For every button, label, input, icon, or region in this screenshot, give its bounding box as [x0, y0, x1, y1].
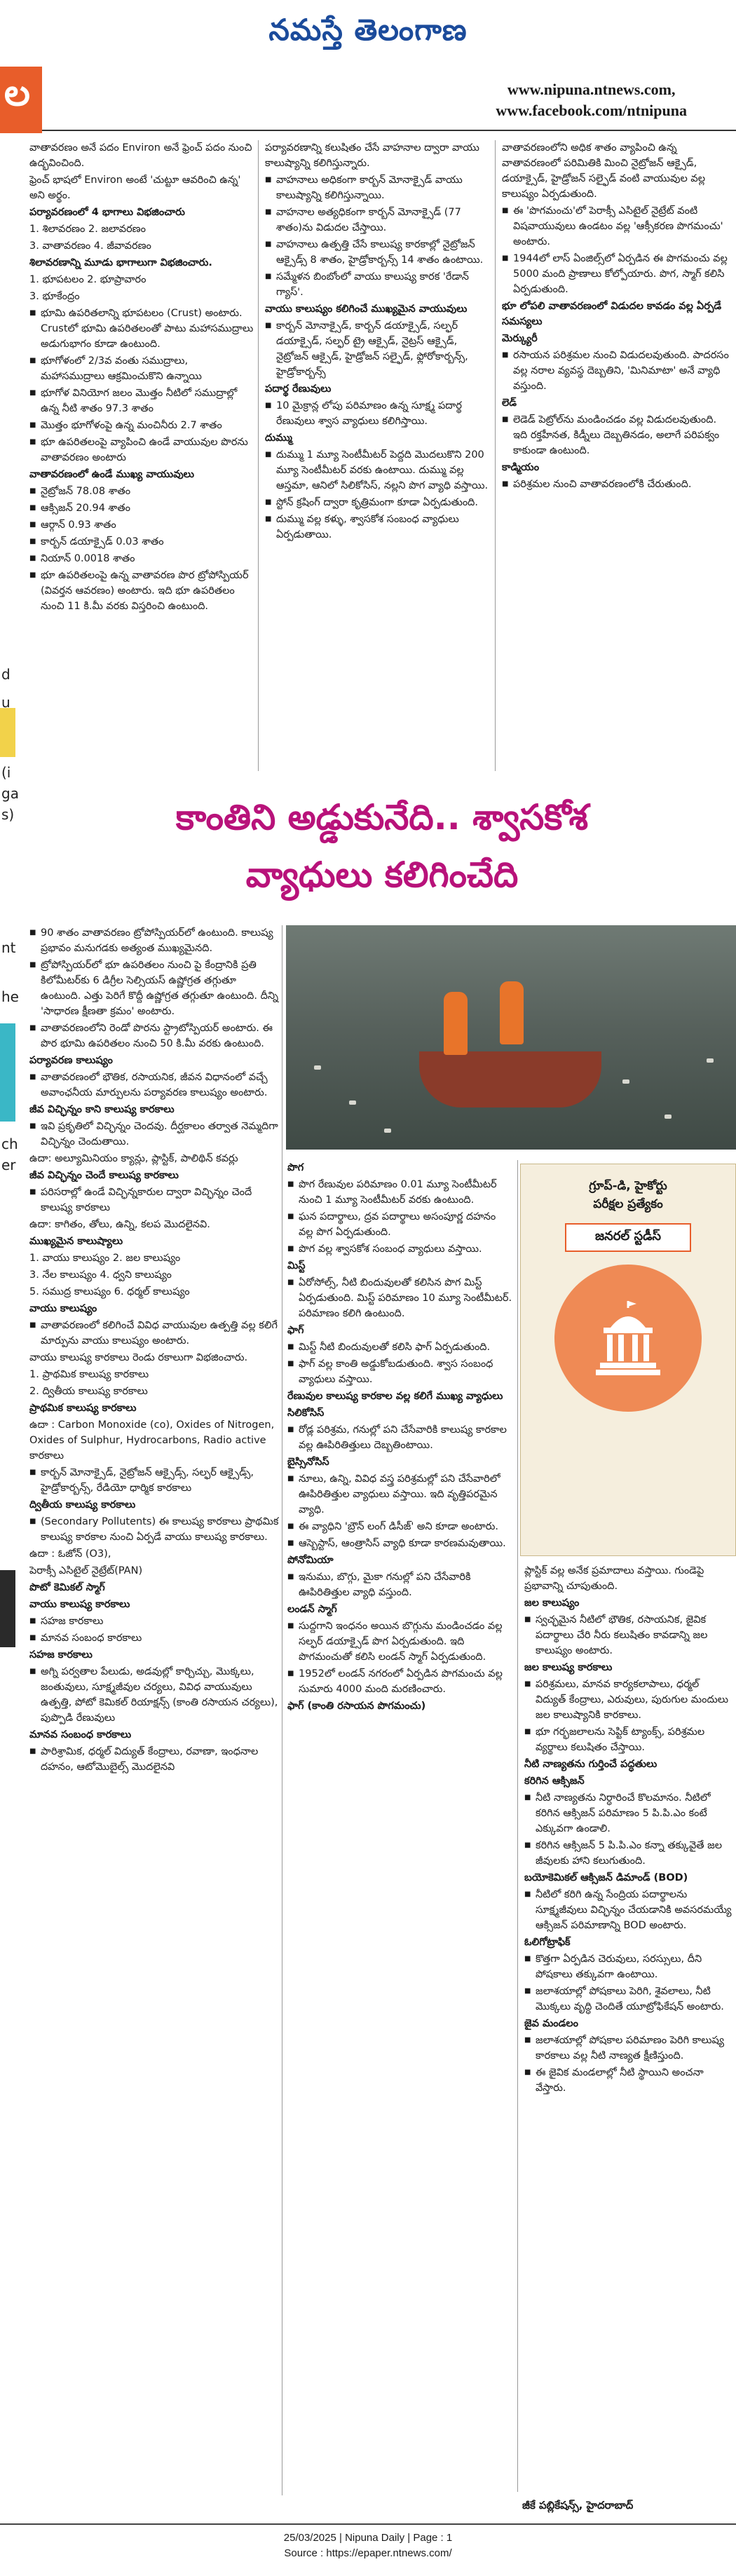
column-divider: [517, 1160, 518, 2492]
section-heading: పదార్థ రేణువులు: [265, 383, 332, 395]
paragraph: ఉదా : Carbon Monoxide (co), Oxides of Nitrogen, Oxides of Sulphur, Hydrocarbons, Radio active కారకాలు: [29, 1419, 275, 1461]
paragraph: వాయు కాలుష్య కారకాలు రెండు రకాలుగా విభజించారు.: [29, 1352, 248, 1363]
bullet-point: ■ ఈ వ్యాధిని 'బ్రౌన్ లంగ్ డిసీజ్' అని కూడా అంటారు.: [287, 1519, 513, 1534]
paragraph: 1. శిలావరణం 2. జలావరణం: [29, 224, 146, 235]
strip-fragment: u: [1, 694, 11, 711]
section-heading: ద్వితీయ కాలుష్య కారకాలు: [29, 1499, 136, 1511]
bullet-point: ■ పరిసరాల్లో ఉండే విచ్ఛిన్నకారుల ద్వారా విచ్ఛిన్నం చెందే కాలుష్య కారకాలు: [29, 1185, 279, 1215]
bullet-point: ■ నూలు, ఉన్ని, వివిధ వస్త్ర పరిశ్రమల్లో పని చేసేవారిలో ఊపిరితిత్తుల వ్యాధులు వస్తాయి. ఇది వృత్తిపరమైన వ్యాధి.: [287, 1471, 513, 1518]
adjacent-page-strip: [0, 133, 21, 2502]
bullet-point: ■ పారిశ్రామిక, ధర్మల్ విద్యుత్ కేంద్రాలు, రవాణా, ఇంధనాల దహనం, ఆటోమొబైల్స్ మొదలైనవి: [29, 1744, 279, 1775]
bullet-point: ■ ఈ జైవిక మండలాల్లో నీటి స్థాయిని అంచనా వేస్తారు.: [524, 2065, 732, 2096]
section-heading: ప్రాథమిక కాలుష్య కారకాలు: [29, 1403, 137, 1414]
bullet-point: ■ 1952లో లండన్ నగరంలో ఏర్పడిన పొగమంచు వల్ల సుమారు 4000 మంది మరణించారు.: [287, 1666, 513, 1697]
bullet-point: ■ ఇనుము, బొగ్గు, మైకా గనుల్లో పని చేసేవారికి ఊపిరితిత్తుల వ్యాధి వస్తుంది.: [287, 1569, 513, 1600]
bullet-point: ■ సుద్దగాని ఇంధనం అయిన బొగ్గును మండించడం వల్ల సల్ఫర్ డయాక్సైడ్ పొగ ఏర్పడుతుంది. ఇది పొగమంచుతో కలిసి లండన్ స్మాగ్ ఏర్పడుతుంది.: [287, 1618, 513, 1665]
paragraph: 1. వాయు కాలుష్యం 2. జల కాలుష్యం: [29, 1253, 181, 1264]
section-heading: రేణువుల కాలుష్య కారకాల వల్ల కలిగే ముఖ్య వ్యాధులు: [287, 1391, 503, 1402]
bullet-point: ■ భూగోళంలో 2/3వ వంతు సముద్రాలు, మహాసముద్రాలు ఆక్రమించుకొని ఉన్నాయి: [29, 353, 254, 384]
bullet-point: ■ నియాన్ 0.0018 శాతం: [29, 551, 254, 566]
bullet-point: ■ మొత్తం భూగోళంపై ఉన్న మంచినీరు 2.7 శాతం: [29, 418, 254, 433]
section-heading: పోనోమియా: [287, 1555, 334, 1566]
worker-figure: [444, 992, 468, 1055]
section-heading: బయోకెమికల్ ఆక్సిజన్ డిమాండ్ (BOD): [524, 1872, 688, 1883]
upper-column-1: [29, 140, 254, 771]
paragraph: 3. భూకేంద్రం: [29, 291, 80, 302]
section-heading: దుమ్ము: [265, 432, 293, 444]
section-heading: పొటో కెమికల్ స్మాగ్: [29, 1582, 105, 1593]
debris-shape: [622, 1079, 629, 1084]
section-heading: మిస్ట్: [287, 1260, 306, 1272]
section-heading: కాడ్మియం: [502, 462, 540, 473]
section-heading: జీవ విచ్ఛిన్నం చెందే కాలుష్య కారకాలు: [29, 1170, 179, 1181]
bullet-point: ■ స్వచ్ఛమైన నీటిలో భౌతిక, రసాయనిక, జైవిక పదార్థాలు చేరి నీరు కలుషితం కావడాన్ని జల కాలుష్యం అంటారు.: [524, 1612, 732, 1658]
paragraph: 1. భూపటలం 2. భూప్రావారం: [29, 274, 146, 285]
bullet-point: ■ నైట్రోజన్ 78.08 శాతం: [29, 484, 254, 499]
footer: [0, 2530, 736, 2561]
bullet-point: ■ కార్బన్ మోనాక్సైడ్, నైట్రోజన్ ఆక్సైడ్స్, సల్ఫర్ ఆక్సైడ్స్, హైడ్రోకార్బన్స్, రేడియో ధార్మిక కారకాలు: [29, 1465, 279, 1496]
bullet-point: ■ పొగ రేణువుల పరిమాణం 0.01 మ్యూ సెంటీమీటర్ నుంచి 1 మ్యూ సెంటీమీటర్ వరకు ఉంటుంది.: [287, 1177, 513, 1208]
section-heading: జల కాలుష్య కారకాలు: [524, 1662, 613, 1673]
paragraph: పర్యావరణాన్ని కలుషితం చేసే వాహనాల ద్వారా వాయు కాలుష్యాన్ని కలిగిస్తున్నారు.: [265, 142, 479, 169]
section-heading: పొగ: [287, 1162, 304, 1173]
paragraph: 3. నేల కాలుష్యం 4. ధ్వని కాలుష్యం: [29, 1269, 172, 1281]
courthouse-icon: [593, 1300, 663, 1377]
section-heading: పర్యావరణ కాలుష్యం: [29, 1055, 113, 1066]
strip-band-dark: [0, 1570, 15, 1647]
section-heading: ఫాగ్ (కాంతి రసాయన పొగమంచు): [287, 1701, 426, 1712]
section-heading: మానవ సంబంధ కారకాలు: [29, 1729, 132, 1740]
bullet-point: ■ 90 శాతం వాతావరణం ట్రోపోస్పియర్‌లో ఉంటుంది. కాలుష్య ప్రభావం మనుగడకు అత్యంత ముఖ్యమైనది.: [29, 925, 279, 956]
bullet-point: ■ భూగోళ వినియోగ జలం మొత్తం నీటిలో సముద్రాల్లో ఉన్న నీటి శాతం 97.3 శాతం: [29, 386, 254, 416]
bullet-point: ■ ఫాగ్ వల్ల కాంతి అడ్డుకోబడుతుంది. శ్వాస సంబంధ వ్యాధులు వస్తాయి.: [287, 1356, 513, 1387]
bullet-point: ■ వాహనాలు ఉత్పత్తి చేసే కాలుష్య కారకాల్లో నైట్రోజన్ ఆక్సైడ్స్ 8 శాతం, హైడ్రోకార్బన్స్ 14 శాతం ఉంటాయి.: [265, 237, 489, 268]
contact-links: [496, 79, 687, 121]
footer-date-line: 25/03/2025 | Nipuna Daily | Page : 1: [283, 2532, 453, 2544]
section-heading: ఫాగ్: [287, 1325, 304, 1336]
section-heading: పర్యావరణంలో 4 భాగాలు విభజించారు: [29, 207, 185, 218]
section-heading: వాయు కాలుష్యం కలిగించే ముఖ్యమైన వాయువులు: [265, 304, 468, 315]
publisher-credit: జీకే పబ్లికేషన్స్, హైదరాబాద్: [522, 2499, 634, 2512]
paragraph: ఫ్రెంచ్ భాషలో Environ అంటే 'చుట్టూ ఆవరించి ఉన్న' అని అర్థం.: [29, 175, 241, 201]
strip-fragment: s): [1, 806, 15, 823]
facebook-link[interactable]: www.facebook.com/ntnipuna: [496, 102, 687, 119]
bullet-point: ■ వాహనాల అత్యధికంగా కార్బన్ మోనాక్సైడ్ (77 శాతం)ను విడుదల చేస్తాయి.: [265, 205, 489, 236]
building-emblem: [554, 1265, 702, 1412]
bullet-point: ■ రోడ్ల పరిశ్రమ, గనుల్లో పని చేసేవారికి కాలుష్య కారకాల వల్ల ఊపిరితిత్తులు దెబ్బతింటాయి.: [287, 1422, 513, 1453]
paragraph: 5. సముద్ర కాలుష్యం 6. ధర్మల్ కాలుష్యం: [29, 1286, 190, 1297]
bullet-point: ■ ఆక్సిజన్ 20.94 శాతం: [29, 500, 254, 516]
strip-fragment: ga: [1, 785, 19, 802]
bullet-point: ■ వాతావరణంలో భౌతిక, రసాయనిక, జీవన విధానంలో వచ్చే అవాంఛనీయ మార్పులను పర్యావరణ కాలుష్యం అంటారు.: [29, 1070, 279, 1100]
column-divider: [258, 140, 259, 771]
bullet-point: ■ ఏరోసోల్స్, నీటి బిందువులతో కలిసిన పొగ మిస్ట్ ఏర్పడుతుంది. మిస్ట్ పరిమాణం 10 మ్యూ సెంటీమీటర్. పరిమాణం కలిగి ఉంటుంది.: [287, 1275, 513, 1321]
strip-fragment: nt: [1, 939, 16, 956]
header-rule: [42, 130, 736, 131]
bullet-point: ■ వాతావరణంలోని రెండో పొరను స్ట్రాటోస్పియర్ అంటారు. ఈ పొర భూమి ఉపరితలం నుంచి 50 కి.మీ వరకు ఉంటుంది.: [29, 1021, 279, 1051]
bullet-point: ■ రసాయన పరిశ్రమల నుంచి విడుదలవుతుంది. పాదరసం వల్ల నరాల వ్యవస్థ దెబ్బతిని, 'మినిమాటా' అనే వ్యాధి వస్తుంది.: [502, 348, 730, 394]
bullet-point: ■ స్టోన్ క్రషింగ్ ద్వారా కృత్రిమంగా కూడా ఏర్పడుతుంది.: [265, 495, 489, 510]
strip-fragment: d: [1, 666, 11, 683]
footer-source-line[interactable]: Source : https://epaper.ntnews.com/: [284, 2547, 452, 2559]
section-heading: మెర్క్యురీ: [502, 333, 538, 344]
debris-shape: [707, 1058, 714, 1063]
upper-column-3: [502, 140, 730, 771]
strip-band-teal: [0, 1023, 15, 1122]
lower-column-2: [287, 1160, 513, 2492]
section-heading: ఓలిగోట్రాఫిక్: [524, 1937, 571, 1948]
bullet-point: ■ భూ ఉపరితలంపై ఉన్న వాతావరణ పొర ట్రోపోస్పియర్ (వివర్తన ఆవరణం) అంటారు. ఇది భూ ఉపరితలం నుంచి 11 కి.మీ వరకు విస్తరించి ఉంటుంది.: [29, 568, 254, 614]
section-heading: లెడ్: [502, 397, 517, 409]
paragraph: 2. ద్వితీయ కాలుష్య కారకాలు: [29, 1386, 148, 1397]
bullet-point: ■ నీటి నాణ్యతను నిర్ధారించే కొలమానం. నీటిలో కరిగిన ఆక్సిజన్ పరిమాణం 5 పి.పి.ఎం కంటే ఎక్కువగా ఉండాలి.: [524, 1790, 732, 1836]
bullet-point: ■ పరిశ్రమలు, మానవ కార్యకలాపాలు, ధర్మల్ విద్యుత్ కేంద్రాలు, ఎరువులు, పురుగుల మందులు జల కాలుష్యానికి కారకాలు.: [524, 1677, 732, 1723]
strip-band-yellow: [0, 708, 15, 757]
bullet-point: ■ ఘన పదార్థాలు, ద్రవ పదార్థాలు అసంపూర్ణ దహనం వల్ల పొగ ఏర్పడుతుంది.: [287, 1209, 513, 1240]
bullet-point: ■ జలాశయాల్లో పోషకాల పరిమాణం పెరిగి కాలుష్య కారకాలు వల్ల నీటి నాణ్యత క్షీణిస్తుంది.: [524, 2033, 732, 2064]
section-heading: నీటి నాణ్యతను గుర్తించే పద్ధతులు: [524, 1759, 657, 1770]
section-tab-glyph: ల: [4, 72, 30, 114]
section-heading: సహజ కారకాలు: [29, 1649, 93, 1661]
badge-line-1: గ్రూప్-డి, హైకోర్టు: [589, 1179, 667, 1193]
strip-fragment: er: [1, 1157, 16, 1173]
section-heading: జైవ మండలం: [524, 2018, 579, 2029]
debris-shape: [384, 1129, 391, 1133]
paragraph: 3. వాతావరణం 4. జీవావరణం: [29, 240, 151, 252]
worker-figure: [500, 981, 524, 1044]
bullet-point: ■ ఇవి ప్రకృతిలో విచ్ఛిన్నం చెందవు. దీర్ఘకాలం తర్వాత నెమ్మదిగా విచ్ఛిన్నం చెందుతాయి.: [29, 1119, 279, 1150]
upper-column-2: [265, 140, 489, 771]
bullet-point: ■ భూ గర్భజలాలను సెప్టిక్ ట్యాంక్స్, పరిశ్రమల వ్యర్థాలు కలుషితం చేస్తాయి.: [524, 1724, 732, 1755]
debris-shape: [349, 1100, 356, 1105]
strip-fragment: he: [1, 988, 19, 1005]
bullet-point: ■ ఆస్బెస్టాస్, ఆంత్రాసిస్ వ్యాధి కూడా కారణమవుతాయి.: [287, 1536, 513, 1551]
bullet-point: ■ మానవ సంబంధ కారకాలు: [29, 1630, 279, 1646]
section-heading: వాతావరణంలో ఉండే ముఖ్య వాయువులు: [29, 469, 194, 480]
badge-line-2: పరీక్షల ప్రత్యేకం: [593, 1197, 663, 1211]
bullet-point: ■ జలాశయాల్లో పోషకాలు పెరిగి, శైవలాలు, నీటి మొక్కలు వృద్ధి చెందితే యూట్రోఫికేషన్ అంటారు.: [524, 1984, 732, 2015]
section-heading: జల కాలుష్యం: [524, 1597, 580, 1609]
strip-fragment: (i: [1, 764, 11, 781]
section-tab: [0, 67, 42, 133]
bullet-point: ■ లెడెడ్ పెట్రోల్‌ను మండించడం వల్ల విడుదలవుతుంది. ఇది రక్తహీనత, కిడ్నీలు దెబ్బతినడం, అలాగే పరిపక్వం కాకుండా ఉంటుంది.: [502, 412, 730, 458]
boat-shape: [419, 1051, 601, 1108]
bullet-point: ■ ట్రోపోస్పియర్‌లో భూ ఉపరితలం నుంచి పై కేంద్రానికి ప్రతి కిలోమీటర్‌కు 6 డిగ్రీల సెల్సియస్ ఉష్ణోగ్రత తగ్గుతూ ఉంటుంది. ఎత్తు పెరిగే కొద్దీ ఉష్ణోగ్రత తగ్గుతూ ఉంటుంది. దీన్ని 'సాధారణ క్షీణతా క్రమం' అంటారు.: [29, 958, 279, 1019]
column-divider: [495, 140, 496, 771]
paragraph: పెరాక్సీ ఎసిటైల్ నైట్రేట్(PAN): [29, 1565, 143, 1576]
bullet-point: ■ భూ ఉపరితలంపై వ్యాపించి ఉండే వాయువుల పొరను వాతావరణం అంటారు: [29, 435, 254, 465]
headline-line-1: కాంతిని అడ్డుకునేది.. శ్వాసకోశ: [175, 797, 589, 838]
debris-shape: [314, 1065, 321, 1070]
bullet-point: ■ కార్బన్ మోనాక్సైడ్, కార్బన్ డయాక్సైడ్, సల్ఫర్ డయాక్సైడ్, సల్ఫర్ ట్రై ఆక్సైడ్, నైట్రస్ ఆక్సైడ్, నైట్రోజన్ ఆక్సైడ్, హైడ్రోజన్ సల్ఫైడ్, ఫ్లోరోకార్బన్స్, హైడ్రోకార్బన్స్: [265, 318, 489, 380]
bullet-point: ■ పొగ వల్ల శ్వాసకోశ సంబంధ వ్యాధులు వస్తాయి.: [287, 1241, 513, 1257]
paragraph: ఉదా: కాగితం, తోలు, ఉన్ని, కలప మొదలైనవి.: [29, 1219, 210, 1230]
bullet-point: ■ కరిగిన ఆక్సిజన్ 5 పి.పి.ఎం కన్నా తక్కువైతే జల జీవులకు హాని కలుగుతుంది.: [524, 1838, 732, 1869]
section-heading: కరిగిన ఆక్సిజన్: [524, 1776, 585, 1787]
bullet-point: ■ వాహనాలు అధికంగా కార్బన్ మోనాక్సైడ్ వాయు కాలుష్యాన్ని కలిగిస్తున్నాయి.: [265, 172, 489, 203]
bullet-point: ■ అగ్ని పర్వతాల పేలుడు, అడవుల్లో కార్చిచ్చు, మొక్కలు, జంతువులు, సూక్ష్మజీవుల చర్యలు, వివిధ వాయువులు ఉత్పత్తి, పోటో కెమికల్ రియాక్షన్స్ (కాంతి రసాయన చర్యలు), పుప్పొడి రేణువులు: [29, 1664, 279, 1726]
bullet-point: ■ నీటిలో కరిగి ఉన్న సేంద్రియ పదార్థాలను సూక్ష్మజీవులు విచ్ఛిన్నం చేయడానికి అవసరమయ్యే ఆక్సిజన్ పరిమాణాన్ని BOD అంటారు.: [524, 1887, 732, 1933]
paragraph: ఉదా: అల్యూమినియం క్యాన్లు, ప్లాస్టిక్, పాలిథిన్ కవర్లు: [29, 1153, 238, 1164]
section-heading: బైస్సినోసిస్: [287, 1457, 329, 1468]
section-heading: వాయు కాలుష్యం: [29, 1303, 97, 1314]
bullet-point: ■ కార్బన్ డయాక్సైడ్ 0.03 శాతం: [29, 534, 254, 550]
headline-line-2: వ్యాధులు కలిగించేది: [245, 854, 519, 895]
bullet-point: ■ 10 మైక్రాన్ల లోపు పరిమాణం ఉన్న సూక్ష్మ పదార్థ రేణువులు శ్వాస వ్యాధులు కలిగిస్తాయి.: [265, 398, 489, 429]
bullet-point: ■ ఈ 'పొగమంచు'లో పెరాక్సీ ఎసిటైల్ నైట్రేట్ వంటి విషవాయువులు ఉండటం వల్ల 'ఆక్సీకరణ పొగమంచు' అంటారు.: [502, 203, 730, 250]
section-heading: సిలికోసిస్: [287, 1408, 325, 1419]
paragraph: వాతావరణం అనే పదం Environ అనే ఫ్రెంచ్ పదం నుంచి ఉద్భవించింది.: [29, 142, 252, 169]
section-heading: భూ లోపలి వాతావరణంలో విడుదల కావడం వల్ల ఏర్పడే సమస్యలు: [502, 301, 722, 327]
bullet-point: ■ దుమ్ము 1 మ్యూ సెంటీమీటర్ పెద్దది మొదలుకొని 200 మ్యూ సెంటీమీటర్ వరకు ఉంటాయి. దుమ్ము వల్ల ఆస్తమా, ఆనిలో సిలికోసిస్, నల్లని పొగ వ్యాధి వస్తాయి.: [265, 447, 489, 493]
paragraph: 1. ప్రాథమిక కాలుష్య కారకాలు: [29, 1369, 149, 1380]
footer-rule: [0, 2523, 736, 2525]
bullet-point: ■ వాతావరణంలో కలిగించే వివిధ వాయువుల ఉత్పత్తి వల్ల కలిగే మార్పును వాయు కాలుష్యం అంటారు.: [29, 1318, 279, 1349]
bullet-point: ■ ఆర్గాన్ 0.93 శాతం: [29, 517, 254, 533]
strip-fragment: ch: [1, 1136, 18, 1152]
section-heading: లండన్ స్మాగ్: [287, 1604, 337, 1615]
section-heading: వాయు కాలుష్య కారకాలు: [29, 1599, 130, 1610]
bullet-point: ■ భూమి ఉపరితలాన్ని భూపటలం (Crust) అంటారు. Crustలో భూమి ఉపరితలంతో పాటు మహాసముద్రాలు అడుగుభాగం కూడా ఉంటుంది.: [29, 306, 254, 352]
news-photo-river-cleanup: [286, 925, 736, 1150]
bullet-point: ■ మిస్ట్ నీటి బిందువులతో కలిసి ఫాగ్ ఏర్పడుతుంది.: [287, 1340, 513, 1355]
badge-tag: జనరల్ స్టడీస్: [565, 1223, 691, 1252]
lower-column-1: [29, 925, 279, 2495]
bullet-point: ■ దుమ్ము వల్ల కళ్ళు, శ్వాసకోశ సంబంధ వ్యాధులు ఏర్పడుతాయి.: [265, 512, 489, 543]
bullet-point: ■ పరిశ్రమల నుంచి వాతావరణంలోకి చేరుతుంది.: [502, 477, 730, 492]
bullet-point: ■ (Secondary Pollutents) ఈ కాలుష్య కారకాలు ప్రాథమిక కాలుష్య కారకాల నుంచి ఏర్పడే వాయు కాలుష్య కారకాలు.: [29, 1514, 279, 1545]
site-link[interactable]: www.nipuna.ntnews.com,: [507, 81, 676, 98]
section-heading: శిలావరణాన్ని మూడు భాగాలుగా విభజించారు.: [29, 257, 212, 268]
bullet-point: ■ సహజ కారకాలు: [29, 1614, 279, 1629]
paragraph: ప్లాస్టిక్ వల్ల అనేక ప్రమాదాలు వస్తాయి. గుండెపై ప్రభావాన్ని చూపుతుంది.: [524, 1565, 704, 1592]
lower-column-3: [524, 1563, 732, 2495]
section-heading: జీవ విచ్ఛిన్నం కాని కాలుష్య కారకాలు: [29, 1104, 175, 1115]
masthead: [0, 0, 736, 67]
masthead-title: నమస్తే తెలంగాణ: [268, 12, 468, 47]
bullet-point: ■ 1944లో లాస్ ఏంజిల్స్‌లో ఏర్పడిన ఈ పొగమంచు వల్ల 5000 మంది ప్రాణాలు కోల్పోయారు. పొగ, స్మాగ్ కలిసి ఏర్పడుతుంది.: [502, 251, 730, 297]
top-band: [0, 67, 736, 133]
article-headline: [28, 789, 736, 904]
bullet-point: ■ కొత్తగా ఏర్పడిన చెరువులు, సరస్సులు, దీని పోషకాలు తక్కువగా ఉంటాయి.: [524, 1951, 732, 1982]
paragraph: ఉదా : ఓజోన్ (O3),: [29, 1548, 111, 1560]
bullet-point: ■ సమ్మేళన బింబోంలో వాయు కాలుష్య కారక 'రేడాన్ గ్యాస్'.: [265, 269, 489, 300]
exam-badge: [520, 1164, 736, 1556]
paragraph: వాతావరణంలోని అధిక శాతం వ్యాపించి ఉన్న వాతావరణంలో పరిమితికి మించి నైట్రోజన్ ఆక్సైడ్, డయాక్సైడ్, హైడ్రోజన్ సల్ఫైడ్ వంటి వాయువుల వల్ల కాలుష్యం ఏర్పడుతుంది.: [502, 142, 706, 200]
section-heading: ముఖ్యమైన కాలుష్యాలు: [29, 1236, 123, 1247]
debris-shape: [665, 1115, 672, 1119]
